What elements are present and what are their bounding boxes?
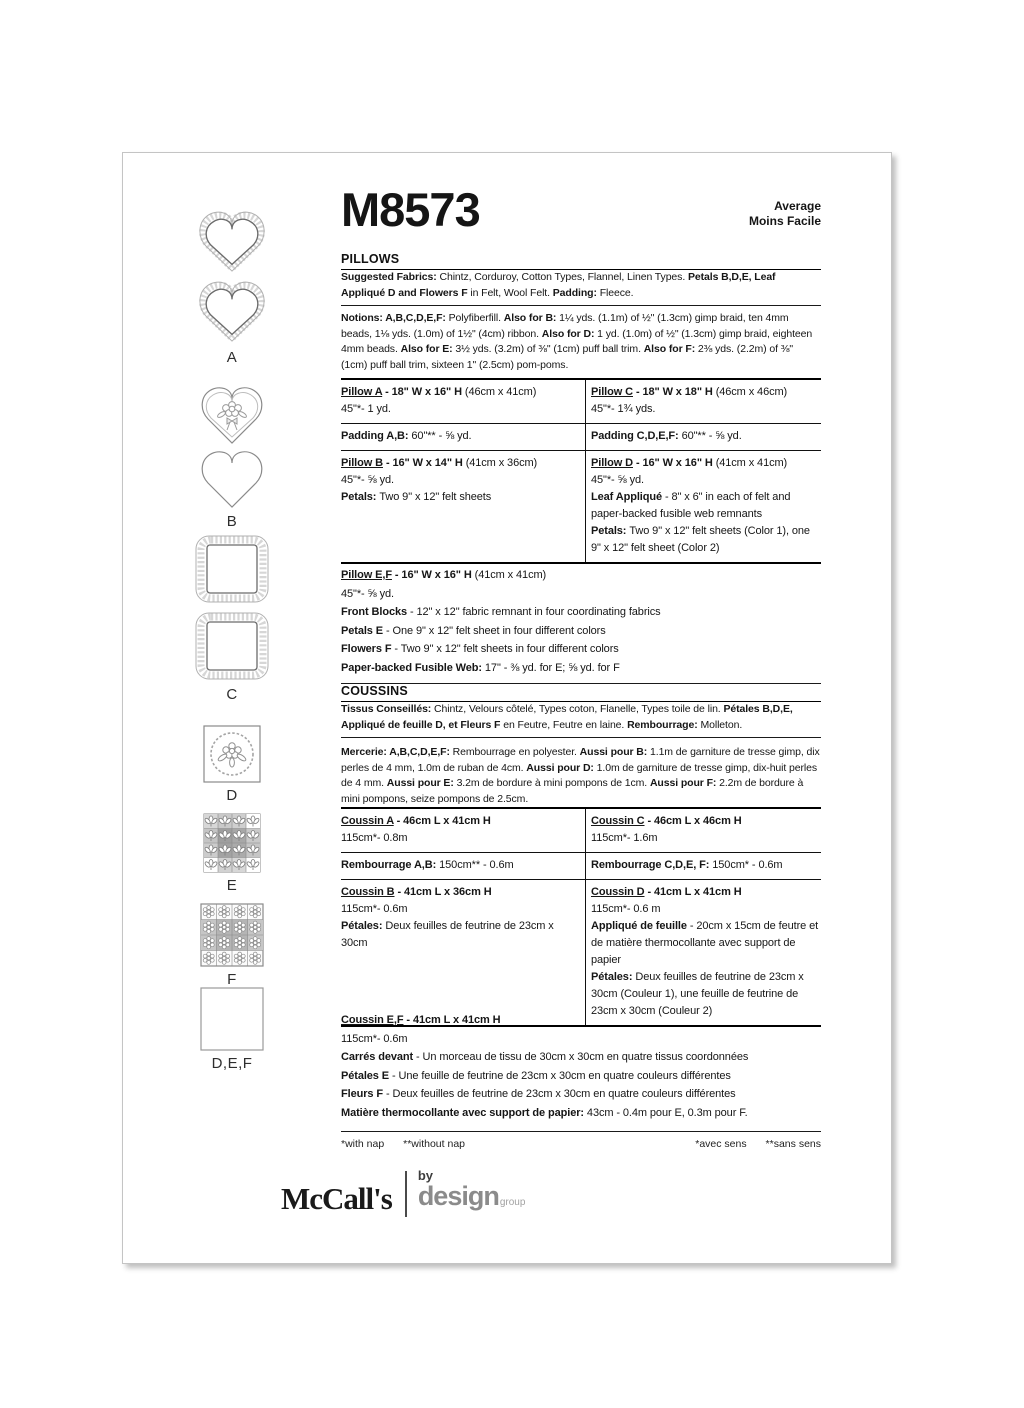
suggested-fabrics-paragraph: Suggested Fabrics: Chintz, Corduroy, Cotton Types, Flannel, Linen Types. Petals B,D,E, Leaf Appliqué D and Flowers F in Felt, Wool Felt. Padding: Fleece. [341,270,821,306]
heart-with-flower-pillow-icon [199,385,265,445]
figure-view-b [199,385,265,529]
table-row [341,852,821,879]
pillow-a-cell: Pillow A - 18" W x 16" H (46cm x 41cm) 45"*- 1 yd. [341,386,537,415]
tissus-conseilles-paragraph: Tissus Conseillés: Chintz, Velours côtelé, Types coton, Flanelle, Types toile de lin. Pétales B,D,E, Appliqué de feuille D, et Fleurs F en Feutre, Feutre en laine. Rembourrage: Molleton. [341,702,821,738]
difficulty-en: Average [774,199,821,213]
petal-grid-pillow-icon [203,813,261,873]
coussin-ef-block: Coussin E,F - 41cm L x 41cm H 115cm*- 0.6m Carrés devant - Un morceau de tissu de 30cm x 30cm en quatre tissus coordonnées Pétales E - Une feuille de feutrine de 23cm x 30cm en quatre couleurs différentes Fleurs F - Deux feuilles de feutrine de 23cm x 30cm en quatre couleurs différentes Matière thermocollante avec support de papier: 43cm - 0.4m pour E, 0.3m pour F. [341,1014,749,1119]
padding-cdef-cell: Padding C,D,E,F: 60"** - ⅝ yd. [585,424,821,450]
pillow-ef-block: Pillow E,F - 16" W x 16" H (41cm x 41cm) 45"*- ⅝ yd. Front Blocks - 12" x 12" fabric remnant in four coordinating fabrics Petals E - One 9" x 12" felt sheet in four different colors Flowers F - Two 9" x 12" felt sheets in four different colors Paper-backed Fusible Web: 17" - ⅜ yd. for E; ⅝ yd. for F [341,563,821,684]
yardage-table-french [341,807,821,1027]
figure-view-a [196,209,268,365]
rembourrage-cdef-cell: Rembourrage C,D,E, F: 150cm* - 0.6m [585,853,821,879]
figure-label-a: A [226,349,238,366]
mccalls-design-group-logo [281,1169,525,1217]
ruffled-square-pillow-icon [193,610,271,682]
ruffled-square-pillow-icon [193,533,271,605]
coussin-a-cell: Coussin A - 46cm L x 41cm H 115cm*- 0.8m [341,815,491,844]
ruffled-heart-pillow-icon [196,279,268,345]
notions-paragraph: Notions: A,B,C,D,E,F: Polyfiberfill. Also for B: 1¼ yds. (1.1m) of ½" (1.3cm) gimp braid, ten 4mm beads, 1⅛ yds. (1.0m) of 1½" (4cm) ribbon. Also for D: 1 yd. (1.0m) of ½" (1.3cm) gimp braid, eighteen 4mm beads. Also for E: 3½ yds. (3.2m) of ⅜" (1cm) puff ball trim. Also for F: 2⅜ yds. (2.2m) of ⅜" (1cm) puff ball trim, sixteen 1" (2.5cm) pom-poms. [341,312,813,371]
table-row [341,450,821,562]
table-row [341,809,821,852]
pillow-c-cell: Pillow C - 18" W x 18" H (46cm x 46cm) 45"*- 1¾ yds. [585,380,821,423]
padding-ab-cell: Padding A,B: 60"** - ⅝ yd. [341,430,472,442]
yardage-table-english [341,378,821,564]
figure-view-d [203,725,261,803]
figure-view-c [193,533,271,702]
figure-column [123,153,341,1263]
footnotes-row [341,1131,821,1150]
rembourrage-ab-cell: Rembourrage A,B: 150cm** - 0.6m [341,859,514,871]
flower-grid-pillow-icon [200,903,264,967]
pattern-envelope-back-page [122,152,892,1264]
pillow-d-cell: Pillow D - 16" W x 16" H (41cm x 41cm) 45"*- ⅝ yd. Leaf Appliqué - 8" x 6" in each of felt and paper-backed fusible web remnants Petals: Two 9" x 12" felt sheets (Color 1), one 9" x 12" felt sheet (Color 2) [585,451,821,562]
square-pillow-leaf-applique-icon [203,725,261,783]
coussin-b-cell: Coussin B - 41cm L x 36cm H 115cm*- 0.6m Pétales: Deux feuilles de feutrine de 23cm x 30cm [341,886,554,949]
logo-group-text: group [499,1197,526,1208]
difficulty-rating [341,199,821,229]
coussin-c-cell: Coussin C - 46cm L x 46cm H 115cm*- 1.6m [585,809,821,852]
figure-label-c: C [226,686,238,703]
figure-view-e [203,813,261,893]
figure-label-d: D [226,787,238,804]
figure-label-def: D,E,F [211,1055,253,1072]
footnote-french [695,1138,821,1150]
table-row [341,380,821,423]
pillow-b-cell: Pillow B - 16" W x 14" H (41cm x 36cm) 45"*- ⅝ yd. Petals: Two 9" x 12" felt sheets [341,457,538,503]
section-heading-coussins: COUSSINS [341,684,821,702]
figure-view-f [200,903,264,987]
mercerie-paragraph: Mercerie: A,B,C,D,E,F: Rembourrage en polyester. Aussi pour B: 1.1m de garniture de tresse gimp, dix perles de 4 mm, 1.0m de ruban de 4cm. Aussi pour D: 1.0m de garniture de tresse gimp, dix-huit perles de 4 mm. Aussi pour E: 3.2m de bordure à mini pompons de 1cm. Aussi pour F: 2.2m de bordure à mini pompons, seize pompons de 2.5cm. [341,746,820,805]
table-row [341,879,821,1025]
figure-view-def [200,987,264,1071]
content-column [341,153,821,1263]
plain-square-pillow-icon [200,987,264,1051]
logo-divider-line [405,1171,407,1217]
logo-design-text: design [417,1181,499,1211]
section-heading-pillows: PILLOWS [341,252,821,270]
figure-label-f: F [227,971,237,988]
footnote-with-nap: *with nap [341,1138,385,1150]
mccalls-wordmark: McCall's [281,1181,392,1216]
pattern-number: M8573 [341,183,480,236]
footnote-without-nap: **without nap [403,1138,466,1150]
footnote-avec-sens: *avec sens [695,1138,747,1150]
logo-by-text: by [417,1168,433,1183]
plain-heart-pillow-icon [199,449,265,509]
footnote-sans-sens: **sans sens [765,1138,821,1150]
design-group-wordmark [418,1169,526,1210]
table-row [341,423,821,450]
footnote-english [341,1138,465,1150]
difficulty-fr: Moins Facile [748,214,821,228]
figure-label-e: E [226,877,238,894]
figure-label-b: B [226,513,238,530]
ruffled-heart-pillow-icon [196,209,268,275]
coussin-d-cell: Coussin D - 41cm L x 41cm H 115cm*- 0.6 m Appliqué de feuille - 20cm x 15cm de feutre et de matière thermocollante avec support de papier Pétales: Deux feuilles de feutrine de 23cm x 30cm (Couleur 1), une feuille de feutrine de 23cm x 30cm (Couleur 2) [585,880,821,1025]
